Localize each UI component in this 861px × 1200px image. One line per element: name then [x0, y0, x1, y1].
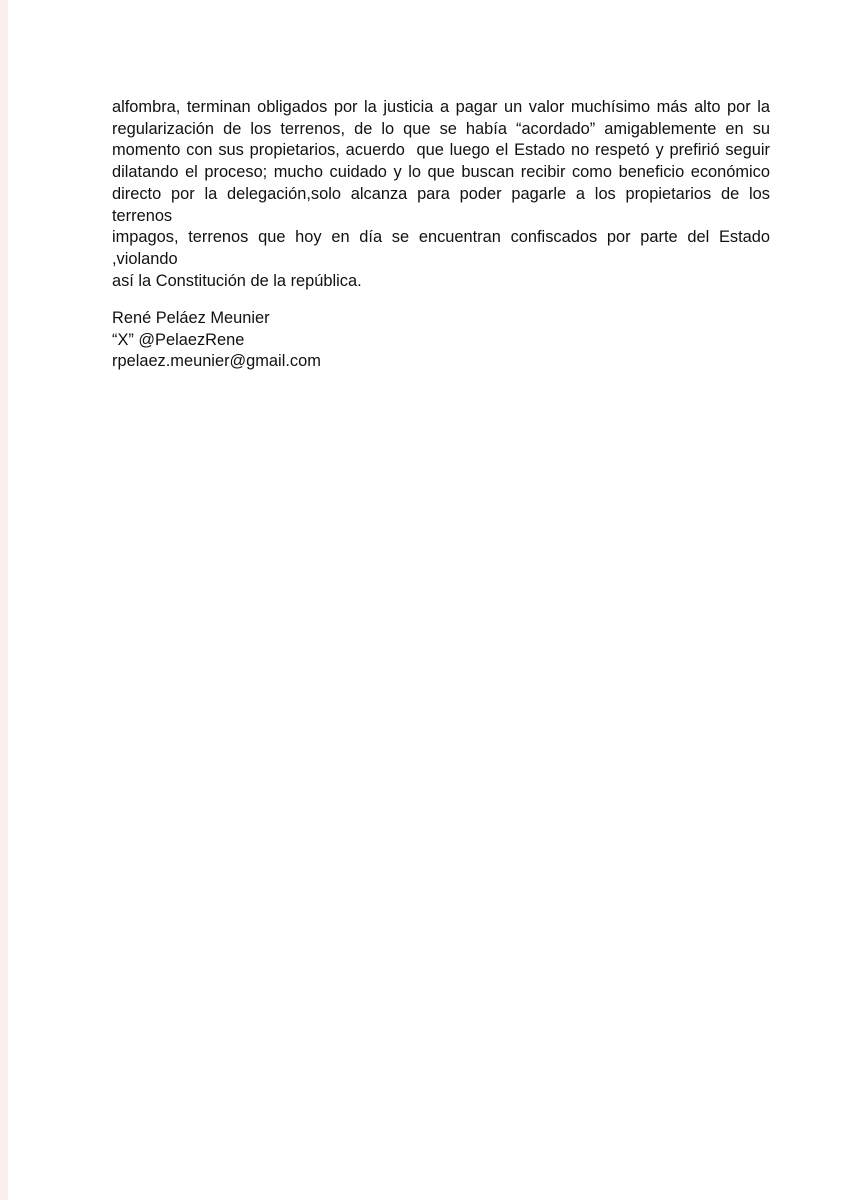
document-page — [8, 0, 861, 1200]
signature-name: René Peláez Meunier — [112, 309, 270, 327]
signature-email: rpelaez.meunier@gmail.com — [112, 352, 321, 371]
signature-handle: “X” @PelaezRene — [112, 330, 245, 349]
body-line: alfombra, terminan obligados por la justicia a pagar un valor muchísimo más alto por la — [112, 98, 770, 116]
body-line: regularización de los terrenos, de lo que se había “acordado” amigablemente en su — [112, 119, 770, 138]
body-line: impagos, terrenos que hoy en día se encuentran confiscados por parte del Estado ,violando — [112, 228, 775, 268]
body-paragraph — [112, 97, 775, 292]
signature-block — [112, 308, 321, 373]
body-line: dilatando el proceso; mucho cuidado y lo que buscan recibir como beneficio económico — [112, 163, 770, 182]
body-line: así la Constitución de la república. — [112, 271, 362, 290]
body-line: momento con sus propietarios, acuerdo que luego el Estado no respetó y prefirió seguir — [112, 141, 770, 160]
body-line: directo por la delegación,solo alcanza para poder pagarle a los propietarios de los terrenos — [112, 184, 775, 225]
document-body — [112, 97, 775, 292]
